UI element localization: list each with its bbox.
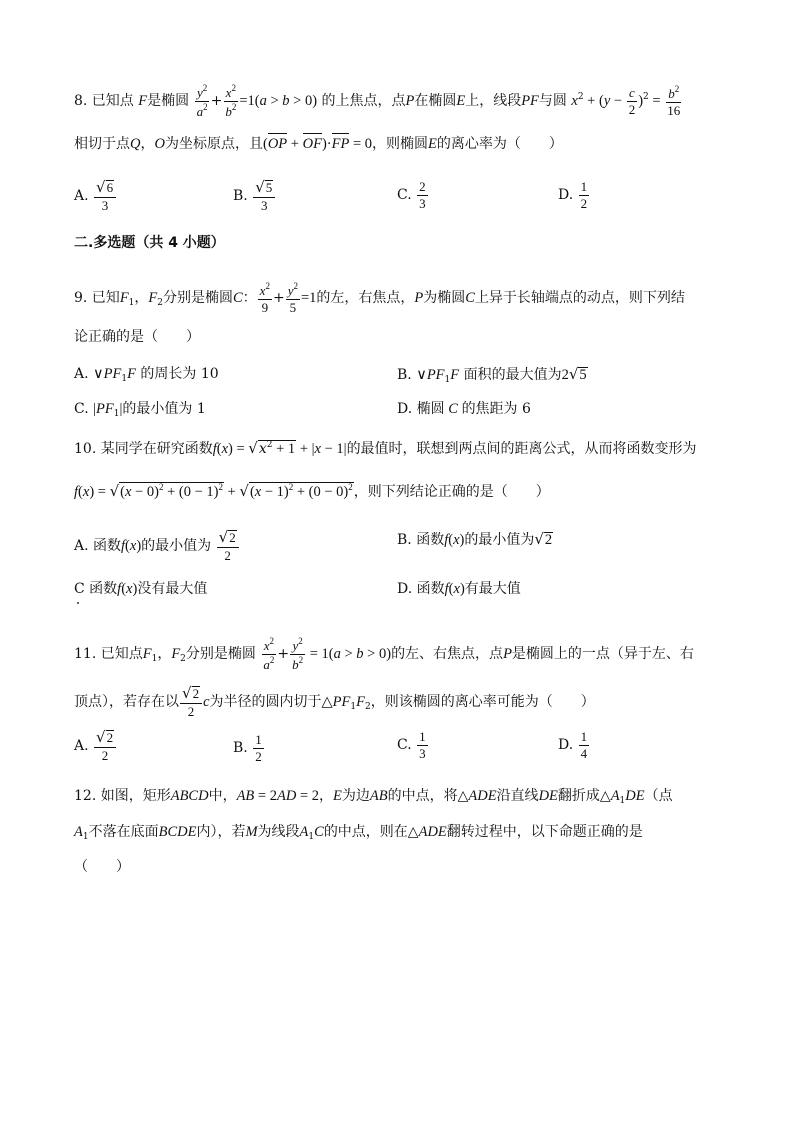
q8-text: 8. 已知点: [74, 93, 134, 110]
q8-option-b[interactable]: B. $\frac{√5}{3}$: [233, 180, 276, 212]
q10-option-d[interactable]: D. 函数f(x)有最大值: [397, 581, 521, 597]
q12-line2: $A_1$不落在底面BCDE内），若M为线段$A_1C$的中点，则在△ADE翻转过程中，以下命题正确的是: [74, 824, 643, 842]
q10-option-b[interactable]: B. 函数f(x)的最小值为√2: [397, 530, 553, 548]
q11-option-d[interactable]: D. $\frac{1}{4}$: [558, 729, 588, 761]
q10-line1: 10. 某同学在研究函数$f(x) = √x^2 + 1 + |x - 1|$的最值时，联想到两点间的距离公式，从而将函数变形为: [74, 439, 697, 457]
q9-option-d[interactable]: D. 椭圆 C 的焦距为 6: [397, 401, 531, 417]
q12-line1: 12. 如图，矩形ABCD中，AB = 2AD = 2，E为边AB的中点，将△ADE沿直线DE翻折成$\triangle A_1DE$（点: [74, 788, 673, 806]
q10-option-a[interactable]: A. 函数f(x)的最小值为 $\frac{√2}{2}$: [74, 530, 240, 562]
q11-line2: 顶点），若存在以 $\frac{√2}{2}$ c为半径的圆内切于$\triangle PF_1F_2$，则该椭圆的离心率可能为（ ）: [74, 684, 595, 719]
q11-option-a[interactable]: A. $\frac{√2}{2}$: [74, 730, 117, 762]
q9-option-a[interactable]: A. $\vee PF_1F$ 的周长为 10: [74, 366, 219, 384]
stray-dot: [77, 602, 79, 604]
q8-line1: 8. 已知点 F是椭圆 $\frac{y^2}{a^2}$ + $\frac{x^2}{b^2}$ =1(a > b > 0) 的上焦点，点P在椭圆E上，线段PF与圆 $x^2 + (y$ − $\frac{c}{2}$ )$^2$ = $\frac{b^2}{16}$: [74, 83, 681, 119]
q8-option-d[interactable]: D. $\frac{1}{2}$: [558, 179, 588, 211]
q10-option-c[interactable]: C 函数f(x)没有最大值: [74, 581, 208, 597]
q11-option-c[interactable]: C. $\frac{1}{3}$: [397, 729, 426, 761]
q9-option-b[interactable]: B. $\vee PF_1F$ 面积的最大值为2√5: [397, 365, 587, 385]
q8-option-c[interactable]: C. $\frac{2}{3}$: [397, 179, 426, 211]
q10-line2: $f(x) = √(x - 0)^2 + (0 - 1)^2 + √(x - 1)^2 + (0 - 0)^2$，则下列结论正确的是（ ）: [74, 482, 550, 500]
q9-option-c[interactable]: C. $|PF_1|$的最小值为 1: [74, 401, 206, 419]
q12-line3: （ ）: [74, 859, 130, 875]
q11-option-b[interactable]: B. $\frac{1}{2}$: [233, 732, 262, 764]
q9-line2: 论正确的是（ ）: [74, 329, 200, 345]
q8-line2: 相切于点Q，O为坐标原点，且(OP + OF)·FP = 0，则椭圆E的离心率为（ ）: [74, 136, 563, 152]
q11-line1: 11. 已知点$F_1$，$F_2$分别是椭圆 $\frac{x^2}{a^2}$ + $\frac{y^2}{b^2}$ = 1(a > b > 0)的左、右焦点，点P是椭圆上的一点（异于左、右: [74, 636, 694, 672]
q8-option-a[interactable]: A. $\frac{√6}{3}$: [74, 180, 117, 212]
section-title: 二.多选题（共 4 小题）: [74, 235, 225, 251]
q9-line1: 9. 已知$F_1$，$F_2$分别是椭圆C： $\frac{x^2}{9}$ + $\frac{y^2}{5}$ =1的左，右焦点，P为椭圆C上异于长轴端点的动点，则下列结: [74, 281, 685, 315]
